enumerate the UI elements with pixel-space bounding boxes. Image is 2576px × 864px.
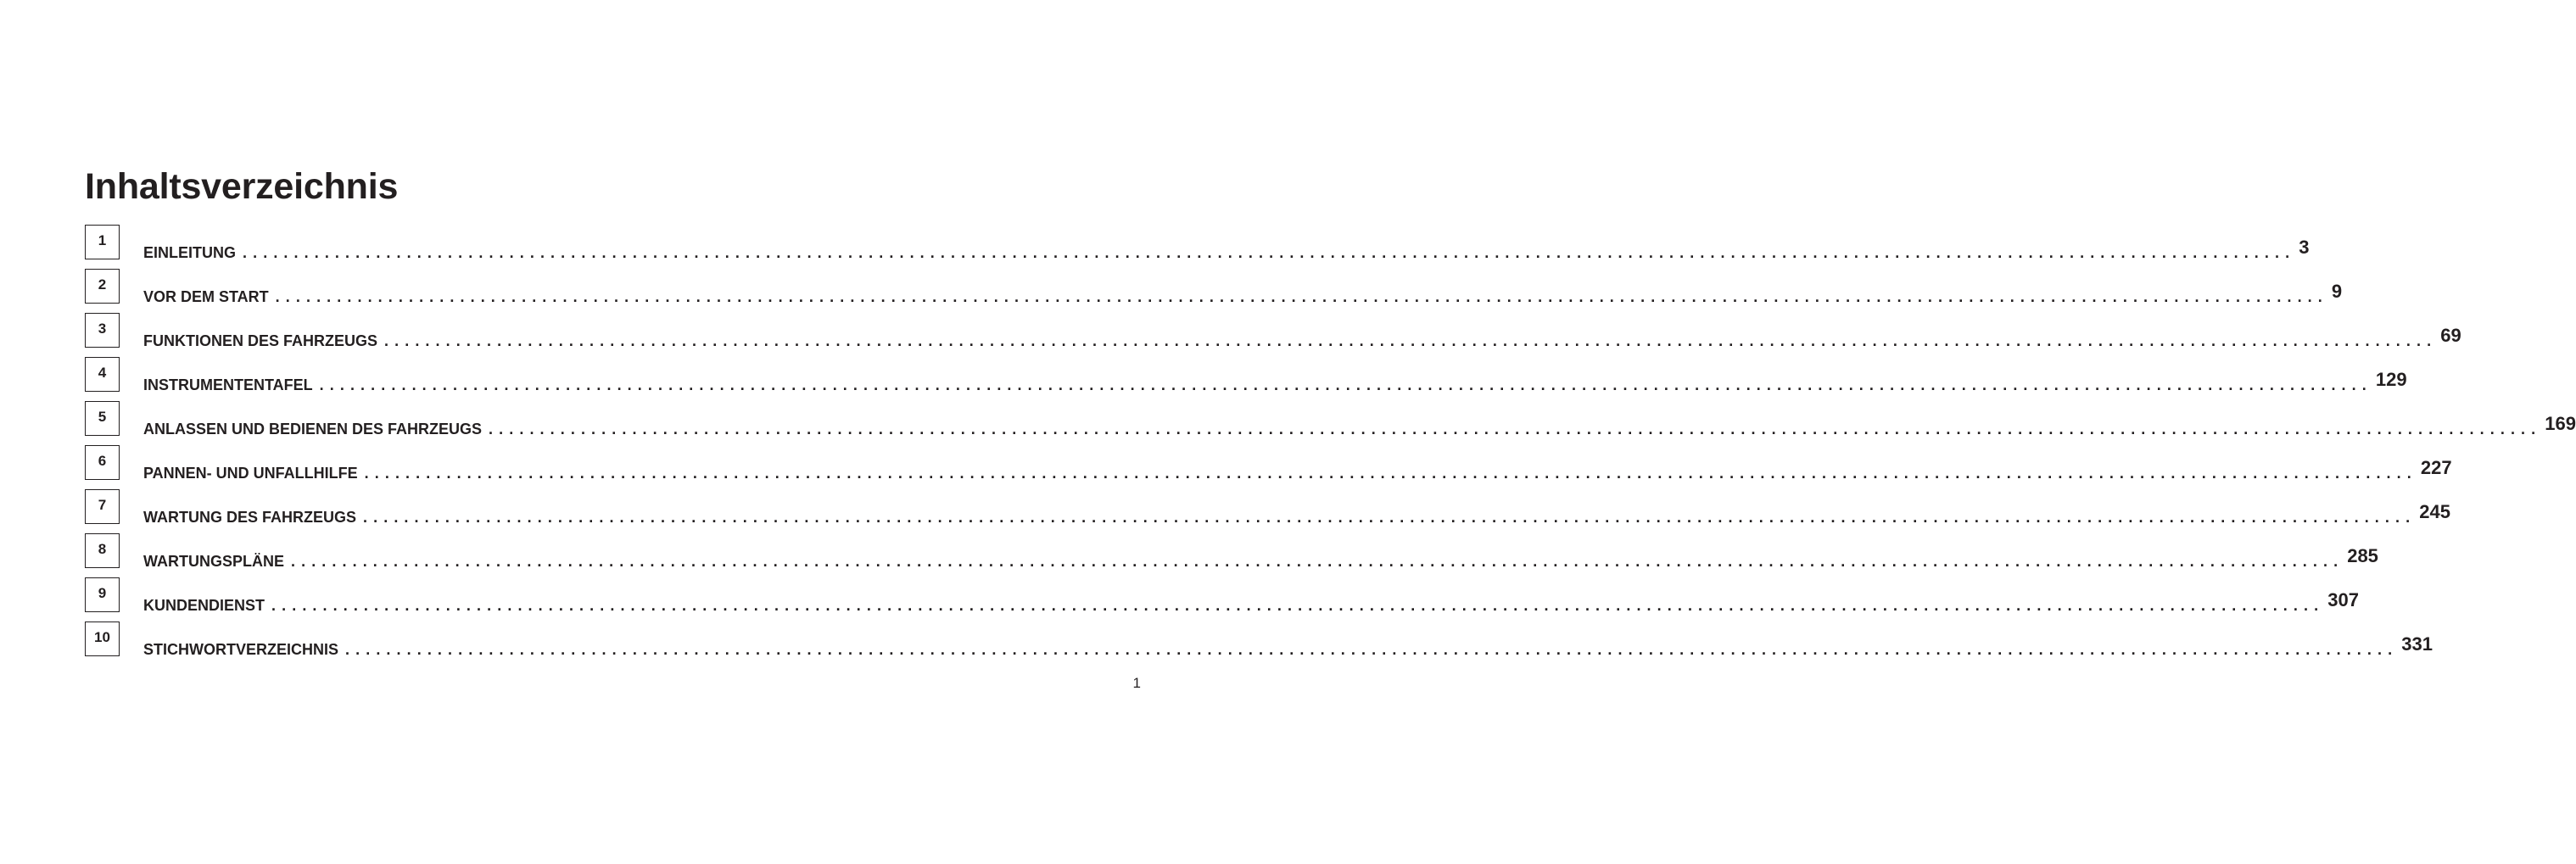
chapter-number-box: 10 — [85, 622, 120, 656]
chapter-title: VOR DEM START — [143, 288, 269, 305]
chapter-page: 285 — [2347, 545, 2378, 566]
chapter-title: FUNKTIONEN DES FAHRZEUGS — [143, 332, 378, 349]
chapter-title: INSTRUMENTENTAFEL — [143, 376, 313, 393]
chapter-page: 245 — [2419, 501, 2450, 522]
toc-entry-5[interactable] — [85, 401, 2576, 445]
dot-leader: ........................................................................................................................................................................................................ — [364, 465, 2417, 482]
chapter-page: 307 — [2327, 589, 2359, 610]
chapter-page: 331 — [2401, 633, 2433, 655]
chapter-number-box: 9 — [85, 577, 120, 612]
toc-entry-10[interactable] — [85, 622, 2433, 666]
chapter-title: STICHWORTVERZEICHNIS — [143, 641, 339, 658]
chapter-page: 3 — [2299, 237, 2310, 258]
page-number: 1 — [1132, 675, 1141, 691]
dot-leader: ........................................................................................................................................................................................................ — [384, 332, 2438, 349]
dot-leader: ........................................................................................................................................................................................................ — [243, 244, 2296, 261]
chapter-number-box: 5 — [85, 401, 120, 436]
toc-entry-9[interactable] — [85, 577, 2359, 622]
chapter-number-box: 6 — [85, 445, 120, 480]
chapter-number-box: 4 — [85, 357, 120, 392]
chapter-title: WARTUNGSPLÄNE — [143, 553, 284, 570]
toc-entry-6[interactable] — [85, 445, 2452, 489]
toc-entry-8[interactable] — [85, 533, 2378, 577]
dot-leader: ........................................................................................................................................................................................................ — [345, 641, 2399, 658]
dot-leader: ........................................................................................................................................................................................................ — [271, 597, 2325, 614]
chapter-title: EINLEITUNG — [143, 244, 237, 261]
chapter-title: KUNDENDIENST — [143, 597, 265, 614]
chapter-number-box: 1 — [85, 225, 120, 259]
chapter-title: PANNEN- UND UNFALLHILFE — [143, 465, 358, 482]
chapter-number-box: 7 — [85, 489, 120, 524]
chapter-title: WARTUNG DES FAHRZEUGS — [143, 509, 357, 526]
chapter-page: 169 — [2545, 413, 2576, 434]
dot-leader: ........................................................................................................................................................................................................ — [363, 509, 2417, 526]
chapter-page: 129 — [2375, 369, 2407, 390]
page-title: Inhaltsverzeichnis — [85, 166, 399, 207]
chapter-number-box: 8 — [85, 533, 120, 568]
chapter-title: ANLASSEN UND BEDIENEN DES FAHRZEUGS — [143, 421, 483, 438]
chapter-page: 227 — [2420, 457, 2452, 478]
toc-entry-1[interactable] — [85, 225, 2310, 269]
toc-entry-2[interactable] — [85, 269, 2343, 313]
chapter-page: 9 — [2331, 281, 2343, 302]
table-of-contents — [85, 225, 2576, 666]
dot-leader: ........................................................................................................................................................................................................ — [489, 421, 2542, 438]
dot-leader: ........................................................................................................................................................................................................ — [291, 553, 2344, 570]
dot-leader: ........................................................................................................................................................................................................ — [319, 376, 2372, 393]
dot-leader: ........................................................................................................................................................................................................ — [275, 288, 2328, 305]
toc-entry-3[interactable] — [85, 313, 2461, 357]
chapter-number-box: 2 — [85, 269, 120, 304]
toc-entry-4[interactable] — [85, 357, 2407, 401]
chapter-number-box: 3 — [85, 313, 120, 348]
toc-entry-7[interactable] — [85, 489, 2450, 533]
chapter-page: 69 — [2440, 325, 2461, 346]
